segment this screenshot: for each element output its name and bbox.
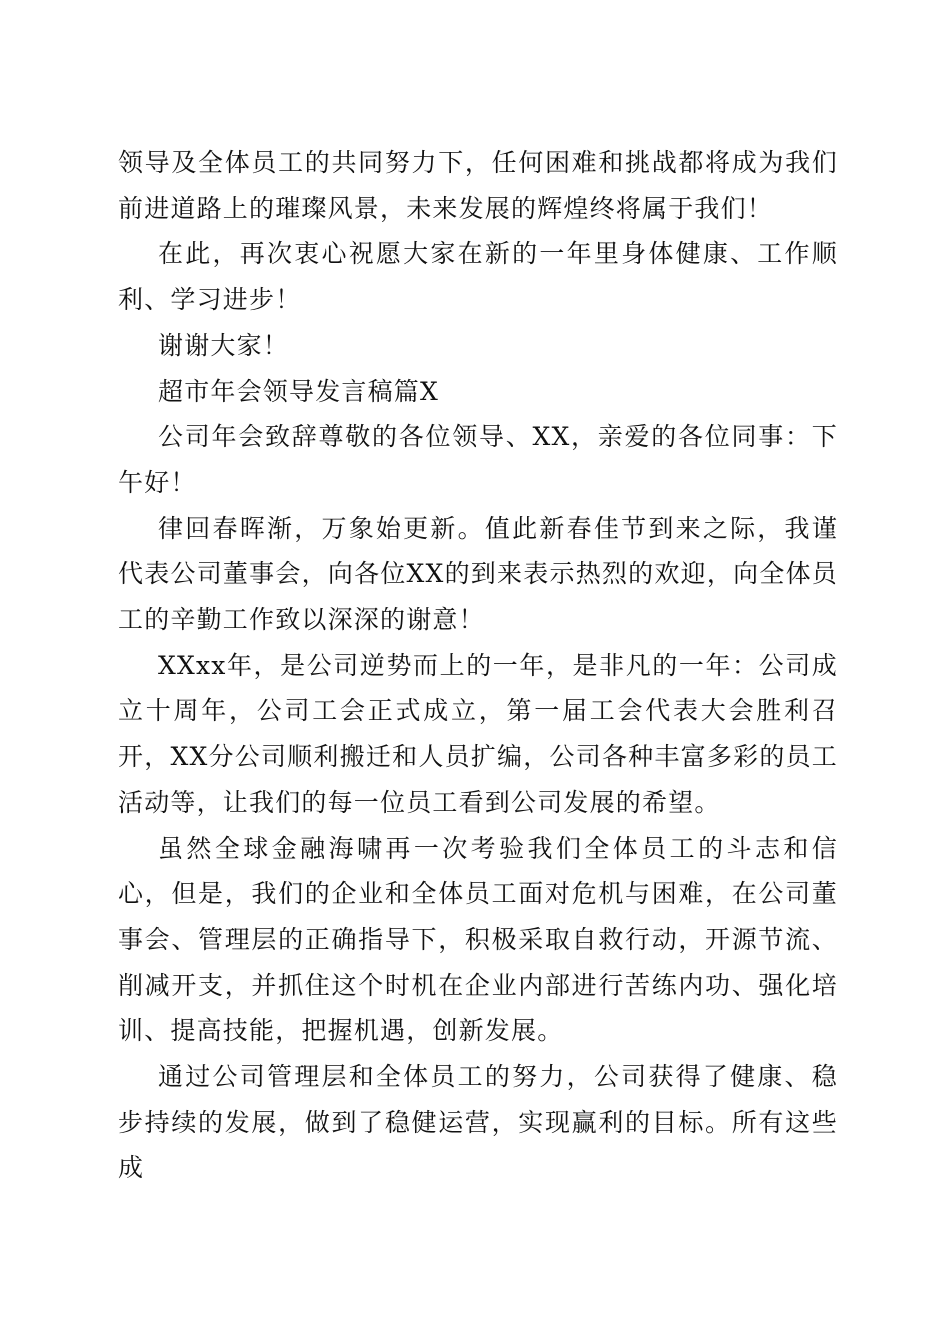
document-body xyxy=(118,140,838,1191)
paragraph-5: 公司年会致辞尊敬的各位领导、XX，亲爱的各位同事：下午好！ xyxy=(118,422,838,497)
paragraph-7: XXxx年，是公司逆势而上的一年，是非凡的一年：公司成立十周年，公司工会正式成立，第一届工会代表大会胜利召开，XX分公司顺利搬迁和人员扩编，公司各种丰富多彩的员工活动等，让我们的每一位员工看到公司发展的希望。 xyxy=(118,650,838,817)
paragraph-9: 通过公司管理层和全体员工的努力，公司获得了健康、稳步持续的发展，做到了稳健运营，实现赢利的目标。所有这些成 xyxy=(118,1062,838,1183)
paragraph-6: 律回春晖渐，万象始更新。值此新春佳节到来之际，我谨代表公司董事会，向各位XX的到来表示热烈的欢迎，向全体员工的辛勤工作致以深深的谢意！ xyxy=(118,513,838,635)
paragraph-1: 领导及全体员工的共同努力下，任何困难和挑战都将成为我们前进道路上的璀璨风景，未来发展的辉煌终将属于我们！ xyxy=(118,148,838,223)
paragraph-8: 虽然全球金融海啸再一次考验我们全体员工的斗志和信心，但是，我们的企业和全体员工面对危机与困难，在公司董事会、管理层的正确指导下，积极采取自救行动，开源节流、削减开支，并抓住这个时机在企业内部进行苦练内功、强化培训、提高技能，把握机遇，创新发展。 xyxy=(118,833,838,1046)
section-heading: 超市年会领导发言稿篇X xyxy=(158,376,439,406)
paragraph-3: 谢谢大家！ xyxy=(158,330,290,360)
paragraph-2: 在此，再次衷心祝愿大家在新的一年里身体健康、工作顺利、学习进步！ xyxy=(118,239,838,315)
